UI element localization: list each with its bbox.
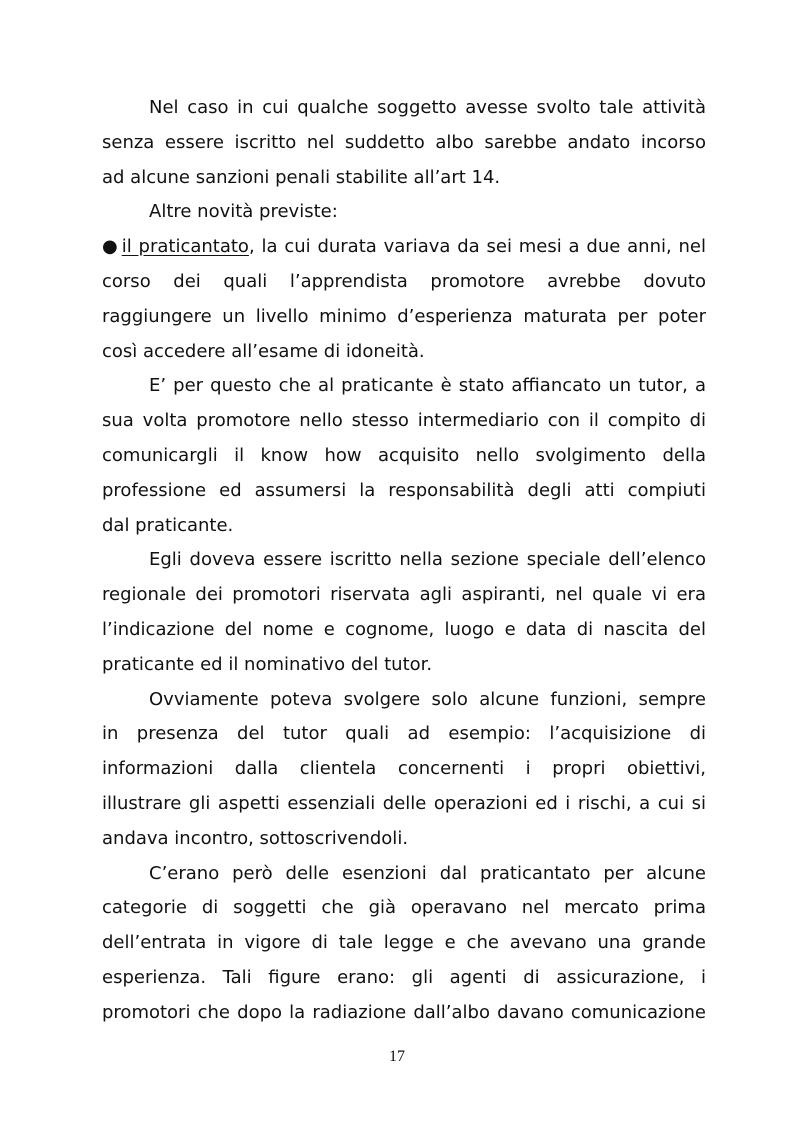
text-line: in presenza del tutor quali ad esempio: l’acquisizione di <box>102 723 706 745</box>
text-line: dell’entrata in vigore di tale legge e che avevano una grande <box>102 932 706 954</box>
text-line: andava incontro, sottoscrivendoli. <box>102 827 409 849</box>
text-line: comunicargli il know how acquisito nello svolgimento della <box>102 444 706 466</box>
text-line: corso dei quali l’apprendista promotore avrebbe dovuto <box>102 270 706 292</box>
text-line: illustrare gli aspetti essenziali delle operazioni ed i rischi, a cui si <box>102 792 706 814</box>
text-line: esperienza. Tali figure erano: gli agenti di assicurazione, i <box>102 966 706 988</box>
text-line: regionale dei promotori riservata agli aspiranti, nel quale vi era <box>102 584 706 606</box>
paragraph-sanzioni <box>102 91 706 195</box>
text-line: categorie di soggetti che già operavano nel mercato prima <box>102 897 706 919</box>
text-line: promotori che dopo la radiazione dall’albo davano comunicazione <box>102 1001 706 1023</box>
paragraph-novita <box>102 195 706 230</box>
paragraph-tutor <box>102 369 706 543</box>
text-line: senza essere iscritto nel suddetto albo sarebbe andato incorso <box>102 131 706 153</box>
paragraph-esenzioni <box>102 857 706 1031</box>
text-line: Egli doveva essere iscritto nella sezione speciale dell’elenco <box>149 549 706 571</box>
text-line: informazioni dalla clientela concernenti i propri obiettivi, <box>102 758 706 780</box>
text-line: professione ed assumersi la responsabilità degli atti compiuti <box>102 479 706 501</box>
paragraph-iscrizione <box>102 543 706 682</box>
text-line: praticante ed il nominativo del tutor. <box>102 653 433 675</box>
bullet-term: il praticantato <box>121 236 249 258</box>
text-line: Ovviamente poteva svolgere solo alcune funzioni, sempre <box>149 688 706 710</box>
paragraph-funzioni <box>102 683 706 857</box>
text-line: ad alcune sanzioni penali stabilite all’art 14. <box>102 166 501 188</box>
text-line: l’indicazione del nome e cognome, luogo e data di nascita del <box>102 618 706 640</box>
text-line: Altre novità previste: <box>149 201 338 223</box>
text-line: dal praticante. <box>102 514 234 536</box>
text-fragment: , la cui durata variava da sei mesi a due anni, nel <box>248 236 706 258</box>
page-number: 17 <box>389 1048 405 1065</box>
text-line: C’erano però delle esenzioni dal praticantato per alcune <box>149 862 706 884</box>
text-line <box>102 230 706 265</box>
text-line: E’ per questo che al praticante è stato affiancato un tutor, a <box>149 375 706 397</box>
bullet-icon: ● <box>102 236 118 258</box>
text-line: sua volta promotore nello stesso intermediario con il compito di <box>102 410 706 432</box>
body-text <box>102 91 706 1031</box>
text-line: raggiungere un livello minimo d’esperienza maturata per poter <box>102 305 706 327</box>
text-line: così accedere all’esame di idoneità. <box>102 340 425 362</box>
text-line: Nel caso in cui qualche soggetto avesse svolto tale attività <box>149 97 706 118</box>
bullet-item-praticantato <box>102 230 706 369</box>
